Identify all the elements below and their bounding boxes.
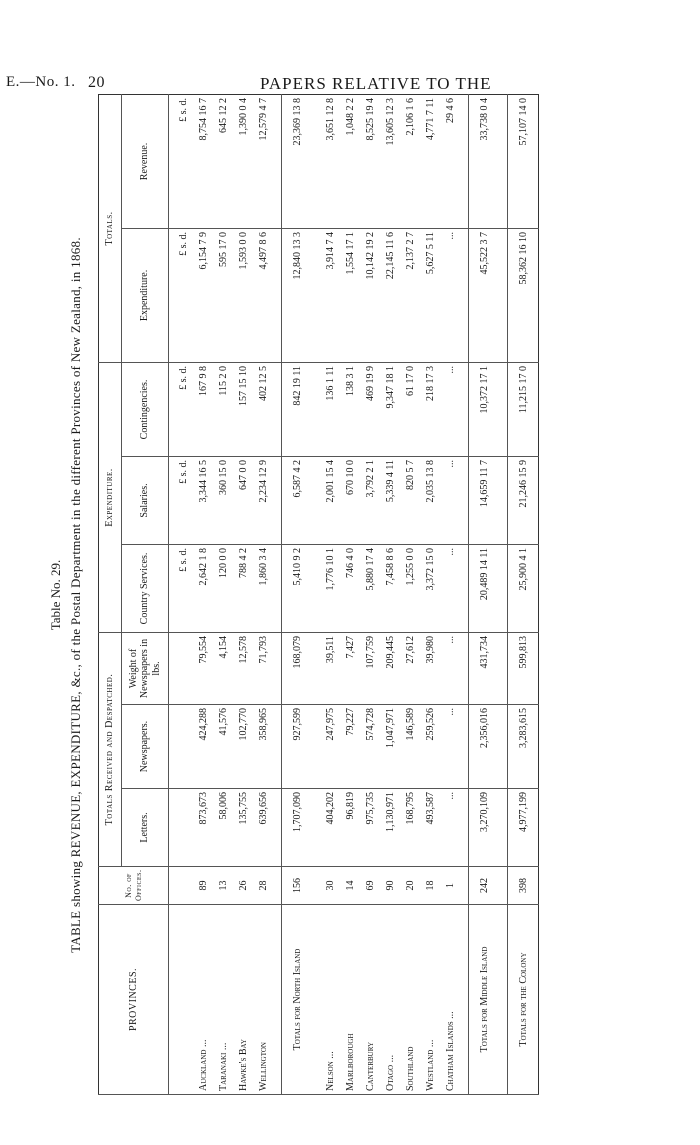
- cell-letters: 4,977,199: [508, 789, 539, 867]
- province-name: Otago ...: [380, 905, 400, 1095]
- province-name: Totals for Middle Island: [469, 905, 500, 1095]
- cell-revenue: 3,651 12 8: [320, 94, 340, 228]
- cell-letters: 168,795: [400, 789, 420, 867]
- cell-country: ...: [440, 544, 460, 632]
- cell-newspapers: 259,526: [420, 705, 440, 789]
- cell-expenditure: 58,362 16 10: [508, 228, 539, 362]
- cell-contingencies: 218 17 3: [420, 362, 440, 456]
- cell-newspapers: 247,975: [320, 705, 340, 789]
- cell-salaries: 2,035 13 8: [420, 456, 440, 544]
- cell-newspapers: 146,589: [400, 705, 420, 789]
- province-name: Nelson ...: [320, 905, 340, 1095]
- cell-letters: 1,130,971: [380, 789, 400, 867]
- table-row: [360, 94, 380, 1094]
- cell-expenditure: 595 17 0: [213, 228, 233, 362]
- cell-salaries: 14,659 11 7: [469, 456, 500, 544]
- cell-salaries: 3,792 2 1: [360, 456, 380, 544]
- cell-newspapers: 574,728: [360, 705, 380, 789]
- spacer-row: [273, 94, 282, 1094]
- cell-expenditure: 12,840 13 3: [282, 228, 313, 362]
- table-title: TABLE showing REVENUE, EXPENDITURE, &c., of the Postal Department in the different Provinces of New Zealand, in 1868.: [68, 237, 83, 953]
- cell-weight: 79,554: [193, 632, 213, 704]
- spacer-row: [312, 94, 320, 1094]
- table-number: [48, 80, 64, 1110]
- cell-salaries: 2,001 15 4: [320, 456, 340, 544]
- province-name: Westland ...: [420, 905, 440, 1095]
- cell-offices: 28: [253, 867, 273, 905]
- revenue-header: Revenue.: [122, 94, 169, 228]
- cell-country: 20,489 14 11: [469, 544, 500, 632]
- cell-country: 1,860 3 4: [253, 544, 273, 632]
- cell-salaries: 820 5 7: [400, 456, 420, 544]
- running-title: PAPERS RELATIVE TO THE: [260, 74, 492, 93]
- cell-expenditure: 6,154 7 9: [193, 228, 213, 362]
- cell-revenue: 1,390 0 4: [233, 94, 253, 228]
- cell-expenditure: 22,145 11 6: [380, 228, 400, 362]
- cell-newspapers: 2,356,016: [469, 705, 500, 789]
- table-number-text: Table No. 29.: [48, 559, 63, 631]
- cell-newspapers: 41,576: [213, 705, 233, 789]
- cell-newspapers: 358,965: [253, 705, 273, 789]
- cell-salaries: 6,587 4 2: [282, 456, 313, 544]
- lsd-label-expenditure: £ s. d.: [169, 228, 194, 362]
- cell-salaries: 360 15 0: [213, 456, 233, 544]
- lsd-label-revenue: £ s. d.: [169, 94, 194, 228]
- cell-weight: 27,612: [400, 632, 420, 704]
- cell-revenue: 8,754 16 7: [193, 94, 213, 228]
- cell-offices: 398: [508, 867, 539, 905]
- province-name: Hawke's Bay: [233, 905, 253, 1095]
- cell-newspapers: 424,288: [193, 705, 213, 789]
- cell-letters: 975,735: [360, 789, 380, 867]
- letters-header: Letters.: [122, 789, 169, 867]
- cell-letters: 3,270,109: [469, 789, 500, 867]
- cell-contingencies: 157 15 10: [233, 362, 253, 456]
- cell-weight: 71,793: [253, 632, 273, 704]
- cell-expenditure: 1,593 0 0: [233, 228, 253, 362]
- table-row: [440, 94, 460, 1094]
- cell-offices: 1: [440, 867, 460, 905]
- lsd-label-salaries: £ s. d.: [169, 456, 194, 544]
- province-name: Auckland ...: [193, 905, 213, 1095]
- salaries-header: Salaries.: [122, 456, 169, 544]
- cell-country: 746 4 0: [340, 544, 360, 632]
- cell-salaries: 647 0 0: [233, 456, 253, 544]
- lsd-label-country: £ s. d.: [169, 544, 194, 632]
- received-group-header: Totals Received and Despatched.: [99, 632, 122, 866]
- rotated-table-region: [40, 80, 640, 1110]
- cell-contingencies: 136 1 11: [320, 362, 340, 456]
- cell-revenue: 2,106 1 6: [400, 94, 420, 228]
- province-name: Marlborough: [340, 905, 360, 1095]
- cell-contingencies: 138 3 1: [340, 362, 360, 456]
- cell-weight: 107,759: [360, 632, 380, 704]
- province-name: Wellington: [253, 905, 273, 1095]
- cell-country: 7,458 8 6: [380, 544, 400, 632]
- expenditure-header: Expenditure.: [122, 228, 169, 362]
- cell-newspapers: 1,047,971: [380, 705, 400, 789]
- cell-weight: 12,578: [233, 632, 253, 704]
- cell-contingencies: 167 9 8: [193, 362, 213, 456]
- weight-header: Weight of Newspapers in lbs.: [122, 632, 169, 704]
- cell-weight: 168,079: [282, 632, 313, 704]
- cell-revenue: 13,605 12 3: [380, 94, 400, 228]
- cell-revenue: 1,048 2 2: [340, 94, 360, 228]
- province-name: Totals for North Island: [282, 905, 313, 1095]
- cell-weight: 209,445: [380, 632, 400, 704]
- cell-weight: 599,813: [508, 632, 539, 704]
- province-name: Canterbury: [360, 905, 380, 1095]
- cell-letters: 404,202: [320, 789, 340, 867]
- total-row: [469, 94, 500, 1094]
- cell-expenditure: 10,142 19 2: [360, 228, 380, 362]
- cell-offices: 90: [380, 867, 400, 905]
- document-code: E.—No. 1.: [6, 74, 76, 90]
- total-row: [282, 94, 313, 1094]
- cell-contingencies: ...: [440, 362, 460, 456]
- table-row: [193, 94, 213, 1094]
- province-name: Chatham Islands ...: [440, 905, 460, 1095]
- currency-units-row: [169, 94, 194, 1094]
- cell-revenue: 8,525 19 4: [360, 94, 380, 228]
- cell-contingencies: 10,372 17 1: [469, 362, 500, 456]
- cell-offices: 18: [420, 867, 440, 905]
- cell-letters: 493,587: [420, 789, 440, 867]
- cell-expenditure: 3,914 7 4: [320, 228, 340, 362]
- table-row: [380, 94, 400, 1094]
- cell-country: 120 0 0: [213, 544, 233, 632]
- cell-contingencies: 9,347 18 1: [380, 362, 400, 456]
- cell-revenue: 4,771 7 11: [420, 94, 440, 228]
- table-row: [420, 94, 440, 1094]
- cell-offices: 14: [340, 867, 360, 905]
- cell-offices: 26: [233, 867, 253, 905]
- cell-letters: 639,656: [253, 789, 273, 867]
- table-body: [169, 94, 539, 1094]
- lsd-label-contingencies: £ s. d.: [169, 362, 194, 456]
- cell-expenditure: 5,627 5 11: [420, 228, 440, 362]
- cell-salaries: 5,339 4 11: [380, 456, 400, 544]
- offices-header: No. of Offices.: [99, 867, 169, 905]
- cell-revenue: 29 4 6: [440, 94, 460, 228]
- postal-revenue-table: [98, 94, 539, 1095]
- cell-weight: 39,511: [320, 632, 340, 704]
- contingencies-header: Contingencies.: [122, 362, 169, 456]
- table-row: [340, 94, 360, 1094]
- cell-revenue: 57,107 14 0: [508, 94, 539, 228]
- cell-letters: 135,755: [233, 789, 253, 867]
- cell-letters: 1,707,090: [282, 789, 313, 867]
- cell-country: 2,642 1 8: [193, 544, 213, 632]
- cell-contingencies: 11,215 17 0: [508, 362, 539, 456]
- cell-salaries: ...: [440, 456, 460, 544]
- cell-revenue: 12,579 4 7: [253, 94, 273, 228]
- cell-offices: 156: [282, 867, 313, 905]
- cell-expenditure: 45,522 3 7: [469, 228, 500, 362]
- cell-offices: 13: [213, 867, 233, 905]
- cell-country: 788 4 2: [233, 544, 253, 632]
- cell-contingencies: 469 19 9: [360, 362, 380, 456]
- cell-newspapers: 3,283,615: [508, 705, 539, 789]
- table-row: [253, 94, 273, 1094]
- newspapers-header: Newspapers.: [122, 705, 169, 789]
- province-name: Totals for the Colony: [508, 905, 539, 1095]
- cell-country: 5,880 17 4: [360, 544, 380, 632]
- cell-offices: 30: [320, 867, 340, 905]
- cell-offices: 69: [360, 867, 380, 905]
- group-header-row: [99, 94, 122, 1094]
- cell-country: 1,776 10 1: [320, 544, 340, 632]
- cell-country: 1,255 0 0: [400, 544, 420, 632]
- total-row: [508, 94, 539, 1094]
- provinces-header: PROVINCES.: [99, 905, 169, 1095]
- cell-contingencies: 402 12 5: [253, 362, 273, 456]
- cell-contingencies: 842 19 11: [282, 362, 313, 456]
- cell-country: 3,372 15 0: [420, 544, 440, 632]
- cell-revenue: 645 12 2: [213, 94, 233, 228]
- province-name: Taranaki ...: [213, 905, 233, 1095]
- table-row: [233, 94, 253, 1094]
- cell-expenditure: 4,497 8 6: [253, 228, 273, 362]
- cell-contingencies: 115 2 0: [213, 362, 233, 456]
- totals-group-header: Totals.: [99, 94, 122, 362]
- cell-letters: 58,006: [213, 789, 233, 867]
- cell-weight: 4,154: [213, 632, 233, 704]
- expenditure-group-header: Expenditure.: [99, 362, 122, 632]
- page-number: 20: [88, 74, 105, 91]
- cell-salaries: 21,246 15 9: [508, 456, 539, 544]
- table-row: [400, 94, 420, 1094]
- cell-weight: ...: [440, 632, 460, 704]
- cell-revenue: 33,738 0 4: [469, 94, 500, 228]
- cell-weight: 431,734: [469, 632, 500, 704]
- cell-offices: 89: [193, 867, 213, 905]
- cell-newspapers: 927,599: [282, 705, 313, 789]
- cell-country: 25,900 4 1: [508, 544, 539, 632]
- cell-weight: 39,980: [420, 632, 440, 704]
- cell-offices: 242: [469, 867, 500, 905]
- table-row: [320, 94, 340, 1094]
- cell-offices: 20: [400, 867, 420, 905]
- cell-letters: ...: [440, 789, 460, 867]
- spacer-row: [499, 94, 508, 1094]
- cell-newspapers: 79,227: [340, 705, 360, 789]
- province-name: Southland: [400, 905, 420, 1095]
- cell-newspapers: ...: [440, 705, 460, 789]
- spacer-row: [460, 94, 469, 1094]
- cell-salaries: 3,344 16 5: [193, 456, 213, 544]
- cell-country: 5,410 9 2: [282, 544, 313, 632]
- cell-letters: 96,819: [340, 789, 360, 867]
- cell-salaries: 2,234 12 9: [253, 456, 273, 544]
- cell-contingencies: 61 17 0: [400, 362, 420, 456]
- cell-expenditure: 1,554 17 1: [340, 228, 360, 362]
- cell-newspapers: 102,770: [233, 705, 253, 789]
- cell-expenditure: ...: [440, 228, 460, 362]
- table-row: [213, 94, 233, 1094]
- cell-weight: 7,427: [340, 632, 360, 704]
- country-services-header: Country Services.: [122, 544, 169, 632]
- cell-letters: 873,673: [193, 789, 213, 867]
- cell-revenue: 23,369 13 8: [282, 94, 313, 228]
- cell-salaries: 670 10 0: [340, 456, 360, 544]
- cell-expenditure: 2,137 2 7: [400, 228, 420, 362]
